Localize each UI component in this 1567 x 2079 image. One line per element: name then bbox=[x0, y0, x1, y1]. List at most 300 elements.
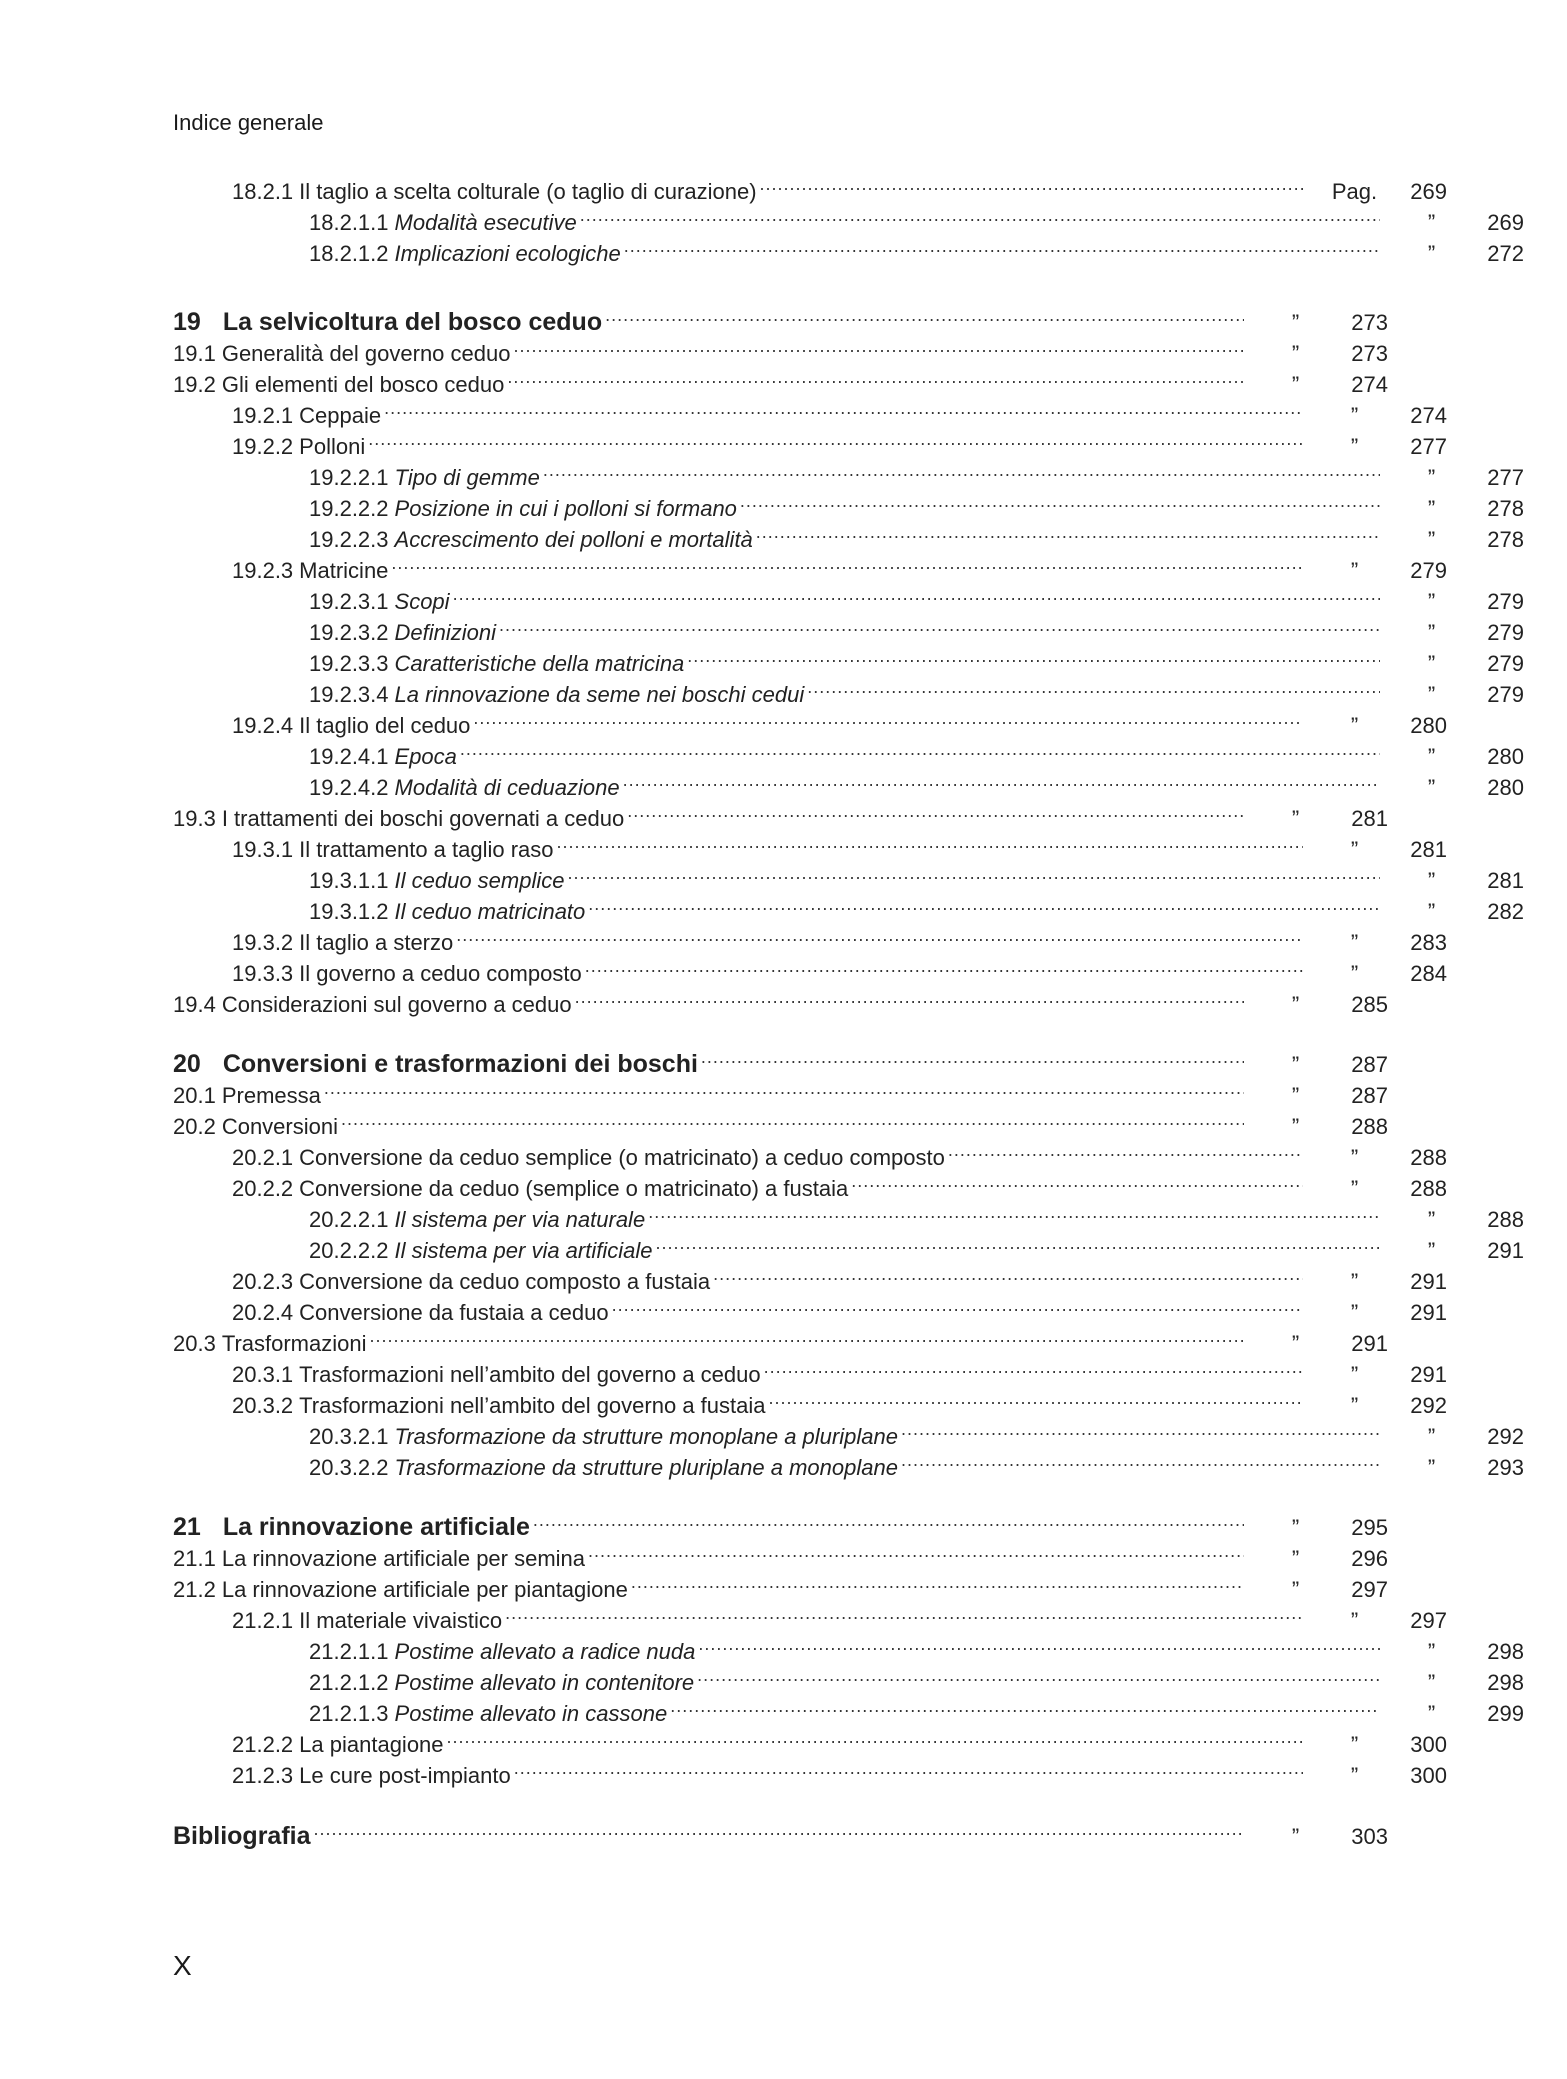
dot-leader bbox=[370, 1319, 1245, 1351]
toc-entry-number: 19.3.2 bbox=[232, 930, 294, 955]
dot-leader bbox=[514, 1751, 1303, 1783]
toc-entry-page-number: 292 bbox=[1487, 1424, 1524, 1449]
toc-entry-page-marker: ” bbox=[1427, 1207, 1436, 1232]
toc-entry-page-number: 277 bbox=[1487, 465, 1524, 490]
toc-entry-title: La rinnovazione artificiale per piantagione bbox=[221, 1577, 628, 1602]
toc-entry-title: Caratteristiche della matricina bbox=[394, 651, 685, 676]
toc-entry-number: 21.2.1 bbox=[232, 1608, 294, 1633]
toc-entry bbox=[173, 1071, 1388, 1108]
toc-entry-title: Definizioni bbox=[394, 620, 497, 645]
toc-entry-page-number: 291 bbox=[1410, 1300, 1447, 1325]
toc-entry-number: 19.2.2.3 bbox=[309, 527, 389, 552]
toc-entry-number: 20 bbox=[173, 1050, 201, 1078]
toc-entry-number: 19.2.1 bbox=[232, 403, 294, 428]
dot-leader bbox=[314, 1812, 1244, 1844]
toc-entry bbox=[173, 167, 1447, 204]
toc-entry bbox=[173, 670, 1524, 707]
toc-entry-page-marker: ” bbox=[1427, 1455, 1436, 1480]
toc-entry-number: 20.2.4 bbox=[232, 1300, 294, 1325]
toc-entry-page-marker: ” bbox=[1427, 744, 1436, 769]
toc-entry-number: 19.3.1 bbox=[232, 837, 294, 862]
toc-entry-title: La rinnovazione artificiale bbox=[222, 1513, 530, 1541]
toc-entry bbox=[173, 198, 1524, 235]
toc-entry-page-number: 279 bbox=[1410, 558, 1447, 583]
toc-entry-page-marker: ” bbox=[1350, 1300, 1359, 1325]
toc-entry-number: 19.3.1.2 bbox=[309, 899, 389, 924]
toc-entry-title: Postime allevato in cassone bbox=[394, 1701, 668, 1726]
dot-leader bbox=[391, 546, 1303, 578]
toc-entry-title: Epoca bbox=[394, 744, 457, 769]
dot-leader bbox=[460, 732, 1380, 764]
toc-entry bbox=[173, 639, 1524, 676]
toc-entry-title: La rinnovazione da seme nei boschi cedui bbox=[394, 682, 805, 707]
toc-entry-title: Trasformazioni bbox=[221, 1331, 367, 1356]
toc-entry-page-number: 282 bbox=[1487, 899, 1524, 924]
toc-entry-page-number: 281 bbox=[1410, 837, 1447, 862]
toc-entry-number: 19.3.1.1 bbox=[309, 868, 389, 893]
toc-entry-title: Postime allevato a radice nuda bbox=[394, 1639, 696, 1664]
toc-entry bbox=[173, 856, 1524, 893]
toc-entry-page-marker: ” bbox=[1427, 589, 1436, 614]
toc-entry-page-marker: ” bbox=[1427, 868, 1436, 893]
dot-leader bbox=[948, 1133, 1303, 1165]
toc-entry-page-marker: ” bbox=[1427, 775, 1436, 800]
toc-entry-page-marker: ” bbox=[1427, 651, 1436, 676]
toc-entry-page-number: 288 bbox=[1410, 1176, 1447, 1201]
toc-entry bbox=[173, 298, 1388, 336]
toc-entry bbox=[173, 887, 1524, 924]
toc-entry-page-number: 272 bbox=[1487, 241, 1524, 266]
toc-entry bbox=[173, 1319, 1388, 1356]
page-folio: X bbox=[173, 1950, 192, 1981]
dot-leader bbox=[368, 422, 1303, 454]
toc-entry-page-marker: ” bbox=[1291, 341, 1300, 366]
toc-entry-title: Il sistema per via naturale bbox=[394, 1207, 646, 1232]
toc-entry-title: Trasformazione da strutture pluriplane a monoplane bbox=[394, 1455, 898, 1480]
toc-entry-title: Conversione da ceduo composto a fustaia bbox=[299, 1269, 711, 1294]
dot-leader bbox=[701, 1040, 1244, 1072]
toc-entry-title: Conversioni bbox=[221, 1114, 338, 1139]
dot-leader bbox=[456, 918, 1303, 950]
dot-leader bbox=[807, 670, 1380, 702]
dot-leader bbox=[624, 229, 1380, 261]
toc-entry-page-marker: ” bbox=[1427, 241, 1436, 266]
toc-entry-page-number: 292 bbox=[1410, 1393, 1447, 1418]
toc-entry-number: 19.2.3.1 bbox=[309, 589, 389, 614]
toc-entry-page-marker: ” bbox=[1291, 1577, 1300, 1602]
toc-entry bbox=[173, 1534, 1388, 1571]
toc-entry-title: Tipo di gemme bbox=[394, 465, 540, 490]
toc-entry-page-number: 281 bbox=[1487, 868, 1524, 893]
toc-entry-title: Polloni bbox=[299, 434, 366, 459]
toc-entry-page-marker: ” bbox=[1350, 1763, 1359, 1788]
toc-entry-page-marker: ” bbox=[1350, 930, 1359, 955]
toc-entry bbox=[173, 1257, 1447, 1294]
dot-leader bbox=[687, 639, 1380, 671]
dot-leader bbox=[851, 1164, 1303, 1196]
toc-entry bbox=[173, 1102, 1388, 1139]
toc-entry-number: 19.2.3.3 bbox=[309, 651, 389, 676]
toc-entry-page-marker: ” bbox=[1350, 1362, 1359, 1387]
toc-entry bbox=[173, 1195, 1524, 1232]
toc-entry-page-number: 288 bbox=[1410, 1145, 1447, 1170]
toc-entry-number: 19.2.4 bbox=[232, 713, 294, 738]
toc-entry-page-number: 297 bbox=[1351, 1577, 1388, 1602]
toc-entry-title: Posizione in cui i polloni si formano bbox=[394, 496, 737, 521]
toc-entry bbox=[173, 1565, 1388, 1602]
toc-entry-page-marker: ” bbox=[1350, 1732, 1359, 1757]
toc-entry-title: Il materiale vivaistico bbox=[299, 1608, 503, 1633]
toc-entry-page-marker: ” bbox=[1291, 1331, 1300, 1356]
toc-entry-number: 21.2.3 bbox=[232, 1763, 294, 1788]
toc-entry bbox=[173, 360, 1388, 397]
toc-entry-page-number: 299 bbox=[1487, 1701, 1524, 1726]
toc-entry-page-marker: ” bbox=[1427, 682, 1436, 707]
toc-entry-page-marker: ” bbox=[1291, 1083, 1300, 1108]
toc-entry-page-number: 279 bbox=[1487, 589, 1524, 614]
toc-entry-page-number: 291 bbox=[1487, 1238, 1524, 1263]
toc-entry-page-number: 288 bbox=[1487, 1207, 1524, 1232]
toc-entry bbox=[173, 918, 1447, 955]
toc-entry-page-number: 269 bbox=[1410, 179, 1447, 204]
toc-entry-title: Trasformazione da strutture monoplane a pluriplane bbox=[394, 1424, 898, 1449]
toc-entry bbox=[173, 825, 1447, 862]
toc-entry bbox=[173, 329, 1388, 366]
dot-leader bbox=[557, 825, 1303, 857]
dot-leader bbox=[499, 608, 1380, 640]
toc-entry-page-number: 280 bbox=[1410, 713, 1447, 738]
toc-entry-number: 18.2.1.2 bbox=[309, 241, 389, 266]
toc-entry-title: Il taglio del ceduo bbox=[299, 713, 471, 738]
toc-entry-title: Gli elementi del bosco ceduo bbox=[221, 372, 505, 397]
toc-entry-page-marker: ” bbox=[1291, 1114, 1300, 1139]
toc-entry-number: 21 bbox=[173, 1513, 201, 1541]
toc-entry-page-marker: ” bbox=[1427, 1424, 1436, 1449]
toc-entry-title: Postime allevato in contenitore bbox=[394, 1670, 695, 1695]
dot-leader bbox=[901, 1412, 1380, 1444]
dot-leader bbox=[447, 1720, 1303, 1752]
toc-entry bbox=[173, 1596, 1447, 1633]
toc-entry-page-number: 293 bbox=[1487, 1455, 1524, 1480]
toc-entry-page-number: 285 bbox=[1351, 992, 1388, 1017]
toc-entry-number: 19.2.2.1 bbox=[309, 465, 389, 490]
toc-entry-page-number: 300 bbox=[1410, 1732, 1447, 1757]
toc-entry-number: 18.2.1 bbox=[232, 179, 294, 204]
toc-entry-page-marker: ” bbox=[1427, 1701, 1436, 1726]
toc-entry-title: Considerazioni sul governo a ceduo bbox=[221, 992, 572, 1017]
dot-leader bbox=[764, 1350, 1303, 1382]
toc-entry bbox=[173, 701, 1447, 738]
toc-entry bbox=[173, 1720, 1447, 1757]
toc-entry-page-marker: ” bbox=[1350, 558, 1359, 583]
toc-entry-title: Conversione da ceduo semplice (o matricinato) a ceduo composto bbox=[299, 1145, 945, 1170]
toc-entry bbox=[173, 794, 1388, 831]
dot-leader bbox=[453, 577, 1380, 609]
toc-entry bbox=[173, 1350, 1447, 1387]
toc-entry bbox=[173, 1133, 1447, 1170]
toc-entry-title: Il sistema per via artificiale bbox=[394, 1238, 653, 1263]
dot-leader bbox=[697, 1658, 1380, 1690]
toc-entry-page-number: 283 bbox=[1410, 930, 1447, 955]
toc-entry-page-marker: ” bbox=[1291, 992, 1300, 1017]
dot-leader bbox=[324, 1071, 1244, 1103]
toc-entry-page-number: 280 bbox=[1487, 775, 1524, 800]
toc-entry-page-number: 273 bbox=[1351, 310, 1388, 335]
toc-entry-page-number: 298 bbox=[1487, 1670, 1524, 1695]
dot-leader bbox=[648, 1195, 1380, 1227]
dot-leader bbox=[627, 794, 1244, 826]
dot-leader bbox=[756, 515, 1380, 547]
toc-entry-number: 19.3.3 bbox=[232, 961, 294, 986]
toc-entry bbox=[173, 1040, 1388, 1078]
toc-entry-title: Il governo a ceduo composto bbox=[299, 961, 582, 986]
toc-entry-page-marker: ” bbox=[1350, 713, 1359, 738]
toc-entry-title: Scopi bbox=[394, 589, 450, 614]
toc-entry-page-marker: ” bbox=[1427, 620, 1436, 645]
toc-entry-number: 20.3 bbox=[173, 1331, 216, 1356]
toc-entry-number: 20.3.2 bbox=[232, 1393, 294, 1418]
toc-entry-number: 20.2.1 bbox=[232, 1145, 294, 1170]
toc-entry-number: 20.3.1 bbox=[232, 1362, 294, 1387]
toc-entry-page-number: 269 bbox=[1487, 210, 1524, 235]
toc-entry bbox=[173, 1689, 1524, 1726]
toc-entry-title: Generalità del governo ceduo bbox=[221, 341, 511, 366]
toc-entry-title: La piantagione bbox=[299, 1732, 444, 1757]
toc-entry bbox=[173, 515, 1524, 552]
toc-entry-page-number: 291 bbox=[1410, 1269, 1447, 1294]
toc-entry-page-number: 274 bbox=[1351, 372, 1388, 397]
toc-entry bbox=[173, 1503, 1388, 1541]
toc-entry bbox=[173, 980, 1388, 1017]
toc-entry bbox=[173, 1226, 1524, 1263]
toc-entry-page-number: 281 bbox=[1351, 806, 1388, 831]
toc-entry-page-number: 291 bbox=[1351, 1331, 1388, 1356]
toc-entry-number: 19.2.3 bbox=[232, 558, 294, 583]
toc-entry-title: Il ceduo matricinato bbox=[394, 899, 586, 924]
toc-entry-number: 21.2.2 bbox=[232, 1732, 294, 1757]
toc-entry-number: 19.2.2 bbox=[232, 434, 294, 459]
dot-leader bbox=[901, 1443, 1380, 1475]
toc-entry-number: 20.2.2.1 bbox=[309, 1207, 389, 1232]
toc-entry-title: Implicazioni ecologiche bbox=[394, 241, 621, 266]
toc-entry-title: Ceppaie bbox=[299, 403, 382, 428]
toc-entry-number: 21.1 bbox=[173, 1546, 216, 1571]
toc-entry-number: 19.2.3.4 bbox=[309, 682, 389, 707]
toc-entry-page-number: 274 bbox=[1410, 403, 1447, 428]
toc-entry-page-number: 287 bbox=[1351, 1052, 1388, 1077]
dot-leader bbox=[585, 949, 1303, 981]
toc-entry bbox=[173, 1443, 1524, 1480]
toc-entry-number: 19.3 bbox=[173, 806, 216, 831]
dot-leader bbox=[768, 1381, 1303, 1413]
toc-entry-number: 20.3.2.1 bbox=[309, 1424, 389, 1449]
toc-entry-page-number: 300 bbox=[1410, 1763, 1447, 1788]
toc-entry-page-marker: ” bbox=[1350, 1393, 1359, 1418]
toc-entry-page-number: 303 bbox=[1351, 1824, 1388, 1849]
toc-entry-number: 21.2.1.3 bbox=[309, 1701, 389, 1726]
toc-entry-page-marker: ” bbox=[1427, 465, 1436, 490]
toc-entry-number: 20.2.2.2 bbox=[309, 1238, 389, 1263]
dot-leader bbox=[760, 167, 1303, 199]
toc-entry-title: I trattamenti dei boschi governati a ceduo bbox=[221, 806, 625, 831]
toc-entry-title: Il taglio a scelta colturale (o taglio di curazione) bbox=[299, 179, 757, 204]
toc-entry-page-marker: ” bbox=[1350, 837, 1359, 862]
toc-entry-number: 19.2.2.2 bbox=[309, 496, 389, 521]
toc-entry-number: 19.2.4.1 bbox=[309, 744, 389, 769]
toc-entry bbox=[173, 453, 1524, 490]
toc-entry-page-marker: ” bbox=[1350, 1145, 1359, 1170]
toc-entry-title: Bibliografia bbox=[173, 1822, 311, 1850]
toc-entry-number: 19.2 bbox=[173, 372, 216, 397]
toc-entry-number: 20.1 bbox=[173, 1083, 216, 1108]
toc-entry bbox=[173, 763, 1524, 800]
toc-entry-page-number: 280 bbox=[1487, 744, 1524, 769]
dot-leader bbox=[507, 360, 1244, 392]
toc-entry bbox=[173, 1627, 1524, 1664]
toc-entry-page-number: 296 bbox=[1351, 1546, 1388, 1571]
toc-entry-number: 21.2 bbox=[173, 1577, 216, 1602]
dot-leader bbox=[612, 1288, 1303, 1320]
dot-leader bbox=[580, 198, 1380, 230]
toc-entry-page-marker: ” bbox=[1291, 372, 1300, 397]
toc-entry-page-number: 295 bbox=[1351, 1515, 1388, 1540]
toc-entry bbox=[173, 1164, 1447, 1201]
toc-entry-page-marker: ” bbox=[1291, 806, 1300, 831]
dot-leader bbox=[656, 1226, 1381, 1258]
toc-entry-page-number: 279 bbox=[1487, 651, 1524, 676]
toc-entry bbox=[173, 1751, 1447, 1788]
toc-entry-page-marker: ” bbox=[1291, 1824, 1300, 1849]
toc-entry bbox=[173, 577, 1524, 614]
toc-entry bbox=[173, 608, 1524, 645]
toc-entry-title: Il ceduo semplice bbox=[394, 868, 565, 893]
toc-entry-page-marker: ” bbox=[1427, 496, 1436, 521]
toc-entry-title: La rinnovazione artificiale per semina bbox=[221, 1546, 586, 1571]
toc-entry-page-number: 287 bbox=[1351, 1083, 1388, 1108]
toc-entry-number: 21.2.1.2 bbox=[309, 1670, 389, 1695]
dot-leader bbox=[505, 1596, 1303, 1628]
dot-leader bbox=[341, 1102, 1244, 1134]
toc-entry bbox=[173, 1812, 1388, 1850]
toc-entry-title: Il taglio a sterzo bbox=[299, 930, 454, 955]
toc-entry bbox=[173, 1658, 1524, 1695]
toc-entry-title: La selvicoltura del bosco ceduo bbox=[222, 308, 603, 336]
toc-entry-page-number: 297 bbox=[1410, 1608, 1447, 1633]
toc-entry-title: Modalità esecutive bbox=[394, 210, 577, 235]
dot-leader bbox=[384, 391, 1303, 423]
toc-entry-page-number: 291 bbox=[1410, 1362, 1447, 1387]
toc-entry-page-marker: ” bbox=[1350, 434, 1359, 459]
dot-leader bbox=[473, 701, 1303, 733]
dot-leader bbox=[588, 887, 1380, 919]
toc-entry-page-marker: ” bbox=[1427, 527, 1436, 552]
toc-entry-title: Premessa bbox=[221, 1083, 321, 1108]
dot-leader bbox=[533, 1503, 1244, 1535]
toc-entry bbox=[173, 422, 1447, 459]
toc-entry-title: Le cure post-impianto bbox=[299, 1763, 511, 1788]
toc-entry bbox=[173, 229, 1524, 266]
toc-entry bbox=[173, 484, 1524, 521]
toc-entry-number: 19.4 bbox=[173, 992, 216, 1017]
toc-entry bbox=[173, 391, 1447, 428]
toc-entry bbox=[173, 1288, 1447, 1325]
toc-entry-page-number: 284 bbox=[1410, 961, 1447, 986]
toc-entry-page-marker: ” bbox=[1350, 1269, 1359, 1294]
toc-entry-title: Modalità di ceduazione bbox=[394, 775, 620, 800]
toc-entry-page-marker: ” bbox=[1427, 899, 1436, 924]
toc-entry bbox=[173, 1381, 1447, 1418]
dot-leader bbox=[670, 1689, 1380, 1721]
toc-entry-title: Il trattamento a taglio raso bbox=[299, 837, 554, 862]
toc-entry-page-number: 279 bbox=[1487, 620, 1524, 645]
toc-entry-number: 19 bbox=[173, 308, 201, 336]
toc-entry-number: 18.2.1.1 bbox=[309, 210, 389, 235]
toc-entry-number: 19.2.3.2 bbox=[309, 620, 389, 645]
dot-leader bbox=[575, 980, 1244, 1012]
dot-leader bbox=[631, 1565, 1244, 1597]
toc-entry bbox=[173, 546, 1447, 583]
toc-entry-title: Conversioni e trasformazioni dei boschi bbox=[222, 1050, 698, 1078]
toc-entry-title: Accrescimento dei polloni e mortalità bbox=[394, 527, 753, 552]
toc-entry-page-marker: ” bbox=[1291, 310, 1300, 335]
toc-entry-page-marker: ” bbox=[1291, 1052, 1300, 1077]
toc-entry-title: Trasformazioni nell’ambito del governo a ceduo bbox=[299, 1362, 761, 1387]
dot-leader bbox=[605, 298, 1244, 330]
toc-entry-page-number: 278 bbox=[1487, 496, 1524, 521]
toc-entry-page-number: 278 bbox=[1487, 527, 1524, 552]
toc-entry-title: Conversione da fustaia a ceduo bbox=[299, 1300, 609, 1325]
toc-entry-page-marker: ” bbox=[1350, 1608, 1359, 1633]
toc-entry-title: Conversione da ceduo (semplice o matricinato) a fustaia bbox=[299, 1176, 849, 1201]
toc-entry-page-number: 277 bbox=[1410, 434, 1447, 459]
toc-entry-page-marker: ” bbox=[1427, 1670, 1436, 1695]
dot-leader bbox=[623, 763, 1380, 795]
toc-entry-number: 19.1 bbox=[173, 341, 216, 366]
toc-entry-page-marker: ” bbox=[1427, 1639, 1436, 1664]
toc-entry-page-marker: ” bbox=[1291, 1546, 1300, 1571]
toc-entry-page-marker: ” bbox=[1291, 1515, 1300, 1540]
toc-entry-page-number: 288 bbox=[1351, 1114, 1388, 1139]
running-head: Indice generale bbox=[173, 110, 324, 135]
toc-entry-page-number: 273 bbox=[1351, 341, 1388, 366]
toc-entry-page-marker: ” bbox=[1427, 210, 1436, 235]
toc-entry-number: 20.3.2.2 bbox=[309, 1455, 389, 1480]
dot-leader bbox=[568, 856, 1381, 888]
toc-entry-title: Trasformazioni nell’ambito del governo a fustaia bbox=[299, 1393, 766, 1418]
toc-entry-page-marker: ” bbox=[1350, 1176, 1359, 1201]
toc-entry-page-marker: Pag. bbox=[1331, 179, 1378, 204]
toc-entry bbox=[173, 1412, 1524, 1449]
toc-entry-number: 21.2.1.1 bbox=[309, 1639, 389, 1664]
dot-leader bbox=[740, 484, 1380, 516]
toc-entry-page-marker: ” bbox=[1350, 403, 1359, 428]
toc-entry-title: Matricine bbox=[299, 558, 389, 583]
toc-entry-page-number: 298 bbox=[1487, 1639, 1524, 1664]
toc-entry-number: 20.2.2 bbox=[232, 1176, 294, 1201]
toc-entry bbox=[173, 732, 1524, 769]
toc-entry-number: 20.2.3 bbox=[232, 1269, 294, 1294]
dot-leader bbox=[698, 1627, 1380, 1659]
toc-entry bbox=[173, 949, 1447, 986]
toc-entry-page-number: 279 bbox=[1487, 682, 1524, 707]
toc-entry-page-marker: ” bbox=[1350, 961, 1359, 986]
toc-entry-number: 20.2 bbox=[173, 1114, 216, 1139]
dot-leader bbox=[713, 1257, 1303, 1289]
dot-leader bbox=[543, 453, 1380, 485]
dot-leader bbox=[513, 329, 1244, 361]
toc-entry-number: 19.2.4.2 bbox=[309, 775, 389, 800]
toc-entry-page-marker: ” bbox=[1427, 1238, 1436, 1263]
